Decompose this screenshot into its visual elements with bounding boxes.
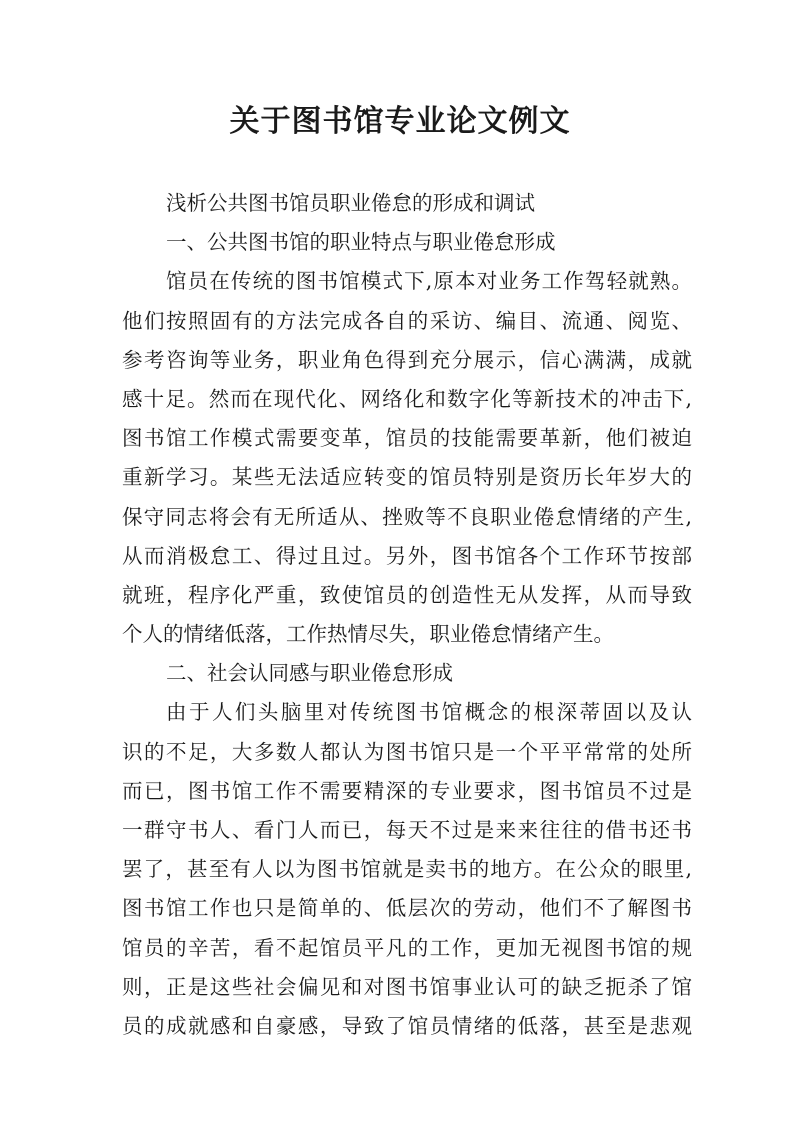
body-line: 重新学习。某些无法适应转变的馆员特别是资历长年岁大的: [122, 465, 692, 490]
body-line: 馆员在传统的图书馆模式下,原本对业务工作驾轻就熟。: [166, 269, 692, 294]
body-line: 从而消极怠工、得过且过。另外，图书馆各个工作环节按部: [122, 543, 692, 568]
body-line: 则，正是这些社会偏见和对图书馆事业认可的缺乏扼杀了馆: [122, 974, 692, 999]
body-line: 而已，图书馆工作不需要精深的专业要求，图书馆员不过是: [122, 778, 692, 803]
body-line: 员的成就感和自豪感，导致了馆员情绪的低落，甚至是悲观: [122, 1013, 692, 1038]
body-line: 图书馆工作模式需要变革，馆员的技能需要革新，他们被迫: [122, 426, 692, 451]
document-title: 关于图书馆专业论文例文: [229, 104, 571, 139]
body-line: 浅析公共图书馆员职业倦怠的形成和调试: [166, 191, 535, 215]
body-line: 保守同志将会有无所适从、挫败等不良职业倦怠情绪的产生,: [122, 504, 692, 529]
body-line: 二、社会认同感与职业倦怠形成: [166, 661, 453, 686]
body-line: 就班，程序化严重，致使馆员的创造性无从发挥，从而导致: [122, 582, 692, 607]
body-line: 由于人们头脑里对传统图书馆概念的根深蒂固以及认: [166, 700, 692, 725]
body-line: 个人的情绪低落，工作热情尽失，职业倦怠情绪产生。: [122, 622, 614, 647]
body-line: 识的不足，大多数人都认为图书馆只是一个平平常常的处所: [122, 739, 692, 764]
body-line: 感十足。然而在现代化、网络化和数字化等新技术的冲击下,: [122, 386, 692, 411]
body-line: 图书馆工作也只是简单的、低层次的劳动，他们不了解图书: [122, 896, 692, 921]
body-line: 一群守书人、看门人而已，每天不过是来来往往的借书还书: [122, 818, 692, 842]
body-line: 罢了，甚至有人以为图书馆就是卖书的地方。在公众的眼里,: [122, 857, 692, 882]
body-line: 一、公共图书馆的职业特点与职业倦怠形成: [166, 230, 556, 255]
body-line: 馆员的辛苦，看不起馆员平凡的工作，更加无视图书馆的规: [122, 935, 692, 960]
document-body: [122, 184, 692, 1046]
body-line: 参考咨询等业务，职业角色得到充分展示，信心满满，成就: [122, 347, 692, 372]
body-line: 他们按照固有的方法完成各自的采访、编目、流通、阅览、: [122, 308, 692, 333]
